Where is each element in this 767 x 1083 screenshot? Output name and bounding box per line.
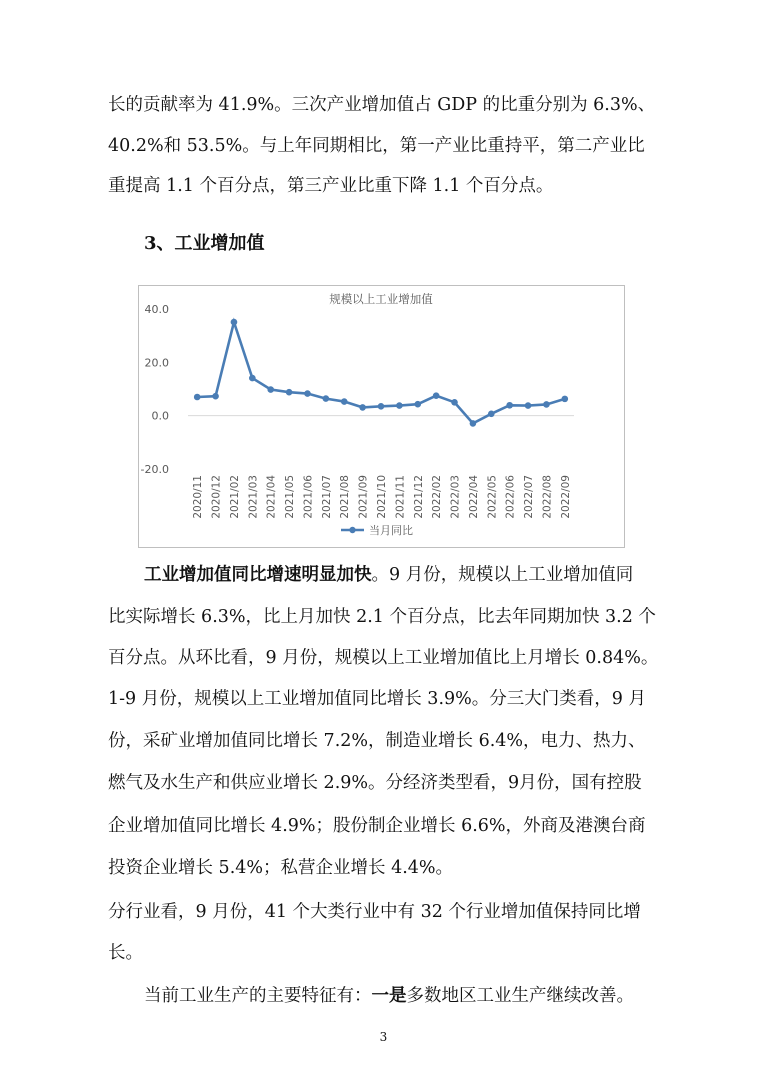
data-point <box>396 402 403 409</box>
x-tick-label: 2022/05 <box>486 475 499 519</box>
text-run: 当前工业生产的主要特征有： <box>144 986 372 1006</box>
text-line: 比实际增长 6.3%，比上月加快 2.1 个百分点，比去年同期加快 3.2 个 <box>108 607 656 627</box>
x-tick-label: 2020/11 <box>192 475 205 519</box>
legend-label: 当月同比 <box>369 524 413 537</box>
x-tick-label: 2021/06 <box>302 475 315 519</box>
data-point <box>543 401 550 408</box>
x-tick-label: 2021/02 <box>228 475 241 519</box>
y-tick-label: 0.0 <box>151 409 169 423</box>
x-tick-label: 2020/12 <box>210 475 223 519</box>
text-line: 1-9 月份，规模以上工业增加值同比增长 3.9%。分三大门类看，9 月 <box>108 689 646 709</box>
text-line: 燃气及水生产和供应业增长 2.9%。分经济类型看，9月份，国有控股 <box>108 773 642 793</box>
y-tick-label: -20.0 <box>140 463 169 476</box>
x-tick-label: 2022/03 <box>449 475 462 519</box>
data-point <box>433 392 440 399</box>
data-point <box>414 401 421 408</box>
data-point <box>212 393 219 400</box>
y-tick-label: 20.0 <box>144 356 169 370</box>
text-line: 长。 <box>108 943 143 963</box>
bold-run: 一是 <box>371 986 407 1006</box>
section-heading: 3、工业增加值 <box>144 233 265 254</box>
data-point <box>451 399 458 406</box>
x-tick-label: 2022/06 <box>504 475 517 519</box>
x-tick-label: 2021/10 <box>376 475 388 519</box>
text-line: 重提高 1.1 个百分点，第三产业比重下降 1.1 个百分点。 <box>108 176 554 196</box>
data-point <box>267 386 274 393</box>
data-point <box>506 402 513 409</box>
text-run: 多数地区工业生产继续改善。 <box>406 986 634 1006</box>
line-chart <box>139 286 624 547</box>
text-line: 长的贡献率为 41.9%。三次产业增加值占 GDP 的比重分别为 6.3%、 <box>108 95 656 115</box>
x-tick-label: 2022/07 <box>523 475 536 519</box>
data-point <box>378 403 385 410</box>
x-tick-label: 2022/09 <box>559 475 572 519</box>
x-tick-label: 2021/04 <box>265 475 278 519</box>
text-line <box>144 984 634 1008</box>
data-point <box>562 396 569 403</box>
chart-title: 规模以上工业增加值 <box>329 292 433 306</box>
text-line <box>144 563 633 587</box>
data-point <box>231 319 238 326</box>
data-point <box>341 398 348 405</box>
x-tick-label: 2021/03 <box>247 475 260 519</box>
x-tick-label: 2022/02 <box>431 475 444 519</box>
text-line: 投资企业增长 5.4%；私营企业增长 4.4%。 <box>108 858 454 878</box>
data-point <box>323 395 330 402</box>
data-point <box>488 411 495 418</box>
page-number: 3 <box>379 1030 388 1044</box>
x-tick-label: 2021/07 <box>320 475 333 519</box>
data-point <box>194 394 201 401</box>
data-point <box>359 404 366 411</box>
bold-lead: 工业增加值同比增速明显加快 <box>144 565 372 585</box>
x-tick-label: 2021/12 <box>412 475 425 519</box>
text-line: 百分点。从环比看，9 月份，规模以上工业增加值比上月增长 0.84%。 <box>108 648 659 668</box>
text-line: 40.2%和 53.5%。与上年同期相比，第一产业比重持平，第二产业比 <box>108 136 645 156</box>
data-point <box>249 375 256 382</box>
data-point <box>304 390 311 397</box>
chart-legend <box>341 523 413 537</box>
data-point <box>470 420 477 427</box>
data-point <box>286 389 293 396</box>
x-tick-label: 2021/11 <box>394 475 407 519</box>
chart-frame <box>138 285 625 548</box>
text-line: 分行业看，9 月份，41 个大类行业中有 32 个行业增加值保持同比增 <box>108 902 641 922</box>
legend-marker <box>349 527 355 533</box>
x-tick-label: 2022/08 <box>541 475 554 519</box>
x-tick-label: 2021/09 <box>357 475 370 519</box>
x-tick-label: 2021/08 <box>339 475 352 519</box>
text-run: 。9 月份，规模以上工业增加值同 <box>371 565 634 585</box>
data-point <box>525 402 532 409</box>
y-tick-label: 40.0 <box>144 303 169 316</box>
text-line: 份，采矿业增加值同比增长 7.2%，制造业增长 6.4%，电力、热力、 <box>108 731 646 751</box>
x-tick-label: 2022/04 <box>467 475 480 519</box>
text-line: 企业增加值同比增长 4.9%；股份制企业增长 6.6%，外商及港澳台商 <box>108 816 646 836</box>
x-tick-label: 2021/05 <box>284 475 297 519</box>
